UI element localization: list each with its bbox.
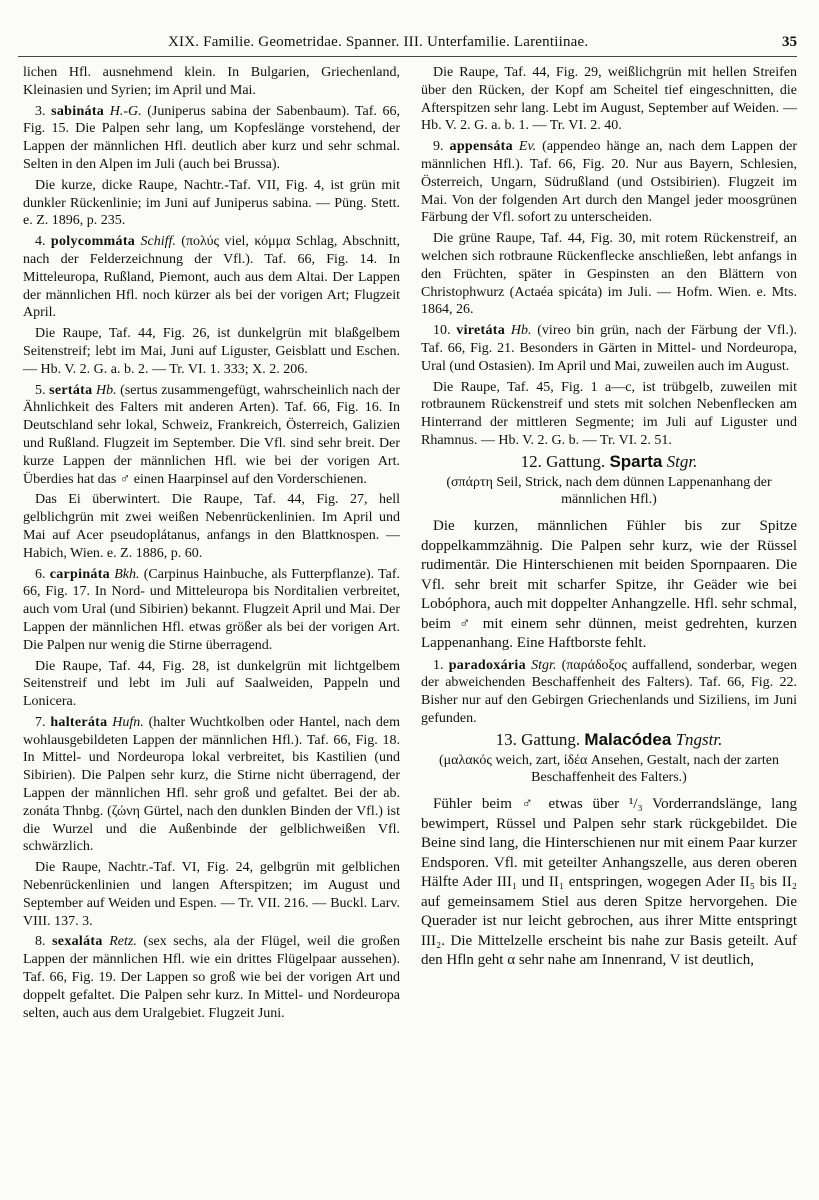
larva-paragraph: Die Raupe, Taf. 44, Fig. 26, ist dunkelgrün mit blaßgelbem Seitenstreif; lebt im Mai, Juni auf Liguster, Geisblatt und Eschen. — Hb. V. 2. G. a. b. 2. — Tr. VI. 1. 333; X. 2. 206. [23, 326, 400, 377]
species-name: sertáta [49, 382, 93, 398]
species-entry: 4. polycommáta Schiff. (πολύς viel, κόμμα Schlag, Abschnitt, nach der Felderzeichnung der Vfl.). Taf. 66, Fig. 14. In Mitteleuropa, Rußland, Piemont, auch aus dem Altai. Der Lappen der männlichen Hfl. noch kürzer als bei der vorigen Art; Flugzeit April. [23, 234, 401, 321]
paragraph: Die kurzen, männlichen Fühler bis zur Spitze doppelkammzähnig. Die Palpen sehr kurz, wie der Rüssel rudimentär. Die Hinterschienen mit beiden Spornpaaren. Die Vfl. sehr breit mit scharfer Spitze, ihr Geäder wie bei Lobóphora, auch mit doppelter Anhangzelle. Hfl. sehr schmal, beim ♂ mit einem sehr dünnen, meist gedrehten, kurzen Lappenanhang. Eine Haftborste fehlt. [421, 518, 797, 652]
genus-name: Malacódea [584, 729, 672, 749]
species-name: carpináta [49, 566, 110, 582]
paragraph: Fühler beim ♂ etwas über ¹/₃ Vorderrandslänge, lang bewimpert, Rüssel und Palpen sehr stark rückgebildet. Die Beine sind lang, die Hinterschienen nur mit einem Paar kurzer Endsporen. Vfl. mit geteilter Anhangszelle, aus deren oberen Hälfte Ader III₁ und II₁ entspringen, wogegen Ader II₅ bis II₂ auf gemeinsamem Stiel aus deren Spitze hervorgehen. Die Querader ist nur leicht gebrochen, aus ihrer Mitte entspringt III₂. Die Mittelzelle erscheint bis nahe zur Basis geteilt. Auf den Hfln geht α sehr nahe am Innenrand, V ist deutlich, [421, 796, 797, 969]
species-author: Ev. [518, 139, 537, 155]
genus-name: Sparta [609, 451, 663, 471]
species-entry: 3. sabináta H.-G. (Juniperus sabina der Sabenbaum). Taf. 66, Fig. 15. Die Palpen sehr lang, um Kopfeslänge vorstehend, der Lappen der männlichen Hfl. deutlich aber kurz und sehr schmal. Selten in den Alpen im Juli (auch bei Brussa). [23, 103, 400, 172]
species-name: viretáta [456, 323, 506, 339]
larva-paragraph: Die kurze, dicke Raupe, Nachtr.-Taf. VII, Fig. 4, ist grün mit dunkler Rückenlinie; im Juni auf Juniperus sabina. — Püng. Stett. e. Z. 1896, p. 235. [23, 177, 400, 229]
species-name: paradoxária [448, 657, 526, 673]
genus-heading: 13. Gattung. Malacódea Tngstr. [495, 729, 723, 749]
genus-description [421, 795, 797, 971]
species-entry: 9. appensáta Ev. (appendeo hänge an, nach dem Lappen der männlichen Hfl.). Taf. 66, Fig. 20. Nur aus Bayern, Schlesien, Österreich, Ungarn, Südrußland (und Ostsibirien). Flugzeit im Mai. Von der folgenden Art durch den Mangel jeder moosgrünen Färbung der Vfl. sofort zu unterscheiden. [421, 139, 798, 226]
species-entry: 6. carpináta Bkh. (Carpinus Hainbuche, als Futterpflanze). Taf. 66, Fig. 17. In Nord- und Mitteleuropa bis Norditalien verbreitet, auch vom Ural (und Sibirien) bekannt. Flugzeit April und Mai. Der Lappen der männlichen Hfl. etwas größer als bei der vorigen Art. Die Palpen nur wenig die Stirne überragend. [23, 566, 401, 653]
species-author: Schiff. [140, 234, 176, 250]
genus-author: Tngstr. [675, 729, 723, 749]
left-column [23, 64, 400, 1025]
species-author: Retz. [109, 934, 137, 950]
right-column [421, 64, 797, 974]
species-name: appensáta [449, 139, 513, 155]
genus-heading: 12. Gattung. Sparta Stgr. [520, 451, 698, 471]
species-entry: 8. sexaláta Retz. (sex sechs, ala der Flügel, weil die großen Lappen der männlichen Hfl. wie ein drittes Flügelpaar aussehen). Taf. 66, Fig. 19. Der Lappen so groß wie bei der vorigen Art und doppelt gefaltet. Die Palpen sehr kurz. In Mittel- und Nordeuropa selten, auch aus dem Uralgebiet. Flugzeit Juni. [23, 934, 401, 1021]
species-author: Hb. [510, 323, 532, 339]
larva-paragraph: Die grüne Raupe, Taf. 44, Fig. 30, mit rotem Rückenstreif, an welchen sich rotbraune Rückenflecke anschließen, lebt anfangs in den Früchten, später in Gespinsten an den Blättern von Christophwurz (Actaéa spicáta) im Juli. — Hofm. Wien. e. Mts. 1864, 26. [421, 231, 797, 318]
species-entry: 10. viretáta Hb. (vireo bin grün, nach der Färbung der Vfl.). Taf. 66, Fig. 21. Besonders in Gärten in Mittel- und Nordeuropa, Ural (und Ostasien). Im April und Mai, zuweilen auch im August. [421, 323, 798, 374]
running-header [18, 30, 797, 57]
species-author: Stgr. [531, 657, 557, 673]
genus-author: Stgr. [666, 451, 698, 471]
genus-description [421, 517, 797, 654]
species-author: Bkh. [114, 566, 140, 582]
species-name: polycommáta [50, 234, 136, 250]
species-entry: 7. halteráta Hufn. (halter Wuchtkolben oder Hantel, nach dem wohlausgebildeten Lappen der männlichen Hfl.). Taf. 66, Fig. 18. In Mittel- und Nordeuropa lokal verbreitet, bis Kastilien (und Sibirien). Die Palpen sehr kurz, die Stirne nicht überragend, der Lappen der männlichen Hfl. sehr groß und gefaltet. Bei der ab. zonáta Thnbg. (ζώνη Gürtel, nach den dunklen Binden der Vfl.) ist die Wurzel und die Außenbinde der gelblichweißen Vfl. schwärzlich. [23, 714, 400, 855]
species-entry: 1. paradoxária Stgr. (παράδοξος auffallend, sonderbar, wegen der abweichenden Beschaffenheit des Falters). Taf. 66, Fig. 22. Bisher nur auf den Gebirgen Griechenlands und Siziliens, im Juni gefunden. [421, 657, 798, 727]
species-author: Hb. [95, 382, 117, 398]
header-title: XIX. Familie. Geometridae. Spanner. III. Unterfamilie. Larentiinae. [168, 34, 589, 50]
larva-paragraph: Das Ei überwintert. Die Raupe, Taf. 44, Fig. 27, hell gelblichgrün mit zwei weißen Nebenrückenlinien. Im April und Mai auf Acer pseudoplátanus, anfangs in den Blattknospen. — Habich, Wien. e. Z. 1886, p. 60. [23, 492, 400, 561]
larva-paragraph: Die Raupe, Nachtr.-Taf. VI, Fig. 24, gelbgrün mit gelblichen Nebenrückenlinien und langen Afterspitzen; im August und September auf Weiden und Espen. — Tr. VII. 216. — Buckl. Larv. VIII. 137. 3. [23, 860, 400, 929]
page-number: 35 [782, 34, 797, 50]
species-entry: 5. sertáta Hb. (sertus zusammengefügt, wahrscheinlich nach der Ähnlichkeit des Falters mit anderen Arten). Taf. 66, Fig. 16. In Deutschland sehr lokal, Schweiz, Frankreich, Österreich, Galizien und Rußland. Flugzeit im September. Die Vfl. sind sehr breit. Der kurze Lappen der männlichen Hfl. wie bei der vorigen Art. Überdies hat das ♂ einen Haarpinsel auf den Vorderschienen. [23, 382, 400, 487]
larva-paragraph: Die Raupe, Taf. 45, Fig. 1 a—c, ist trübgelb, zuweilen mit rotbraunem Rückenstreif und stets mit solchen Nebenflecken am Hinterrand der mittleren Segmente; im Juli auf Liguster und Rhamnus. — Hb. V. 2. G. b. — Tr. VI. 2. 51. [421, 379, 797, 448]
species-name: halteráta [50, 714, 108, 730]
species-name: sabináta [51, 103, 105, 119]
species-name: sexaláta [52, 934, 103, 950]
paragraph: Die Raupe, Taf. 44, Fig. 29, weißlichgrün mit hellen Streifen über den Rücken, der Kopf am Scheitel tief eingeschnitten, die Afterspitzen sehr lang. Lebt im August, September auf Weiden. — Hb. V. 2. G. a. b. 1. — Tr. VI. 2. 40. [421, 65, 797, 134]
genus-etymology: (σπάρτη Seil, Strick, nach dem dünnen Lappenanhang der männlichen Hfl.) [446, 474, 772, 508]
genus-etymology: (μαλακός weich, zart, ἰδέα Ansehen, Gestalt, nach der zarten Beschaffenheit des Falters.) [438, 752, 780, 786]
larva-paragraph: Die Raupe, Taf. 44, Fig. 28, ist dunkelgrün mit lichtgelbem Seitenstreif und lebt im Juli auf Saalweiden, Pappeln und Lonicera. [23, 658, 400, 710]
species-author: Hufn. [112, 714, 144, 730]
species-author: H.-G. [109, 103, 142, 119]
paragraph: lichen Hfl. ausnehmend klein. In Bulgarien, Griechenland, Kleinasien und Syrien; im April und Mai. [23, 65, 400, 98]
